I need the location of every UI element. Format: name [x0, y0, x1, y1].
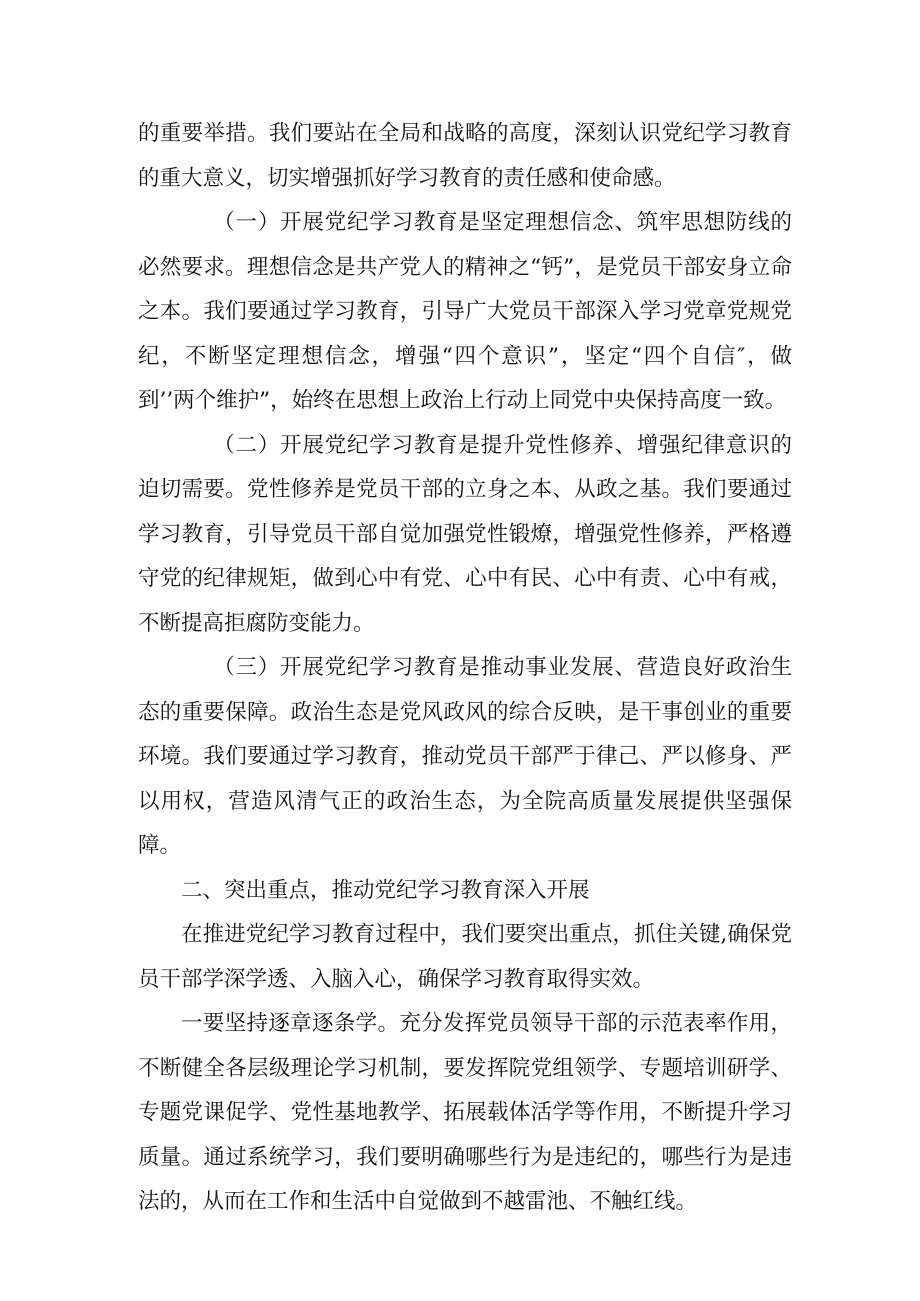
paragraph-point-three: （三）开展党纪学习教育是推动事业发展、营造良好政治生态的重要保障。政治生态是党风政风的综合反映，是干事创业的重要环境。我们要通过学习教育，推动党员干部严于律己、严以修身、严以用权，营造风清气正的政治生态，为全院高质量发展提供坚强保障。	[138, 655, 792, 858]
paragraph-point-two: （二）开展党纪学习教育是提升党性修养、增强纪律意识的迫切需要。党性修养是党员干部的立身之本、从政之基。我们要通过学习教育，引导党员干部自觉加强党性锻燎，增强党性修养，严格遵守党的纪律规矩，做到心中有党、心中有民、心中有责、心中有戒，不断提高拒腐防变能力。	[138, 432, 792, 636]
document-body	[138, 112, 792, 1225]
paragraph-section-intro: 在推进党纪学习教育过程中，我们要突出重点，抓住关键,确保党员干部学深学透、入脑入心，确保学习教育取得实效。	[138, 922, 792, 992]
paragraph-study-item-one: 一要坚持逐章逐条学。充分发挥党员领导干部的示范表率作用，不断健全各层级理论学习机制，要发挥院党组领学、专题培训研学、专题党课促学、党性基地教学、拓展载体活学等作用，不断提升学习质量。通过系统学习，我们要明确哪些行为是违纪的，哪些行为是违法的，从而在工作和生活中自觉做到不越雷池、不触红线。	[138, 1011, 792, 1214]
paragraph-point-one: （一）开展党纪学习教育是坚定理想信念、筑牢思想防线的必然要求。理想信念是共产党人的精神之“钙”，是党员干部安身立命之本。我们要通过学习教育，引导广大党员干部深入学习党章党规党纪，不断坚定理想信念，增强“四个意识”，坚定“四个自信″，做到’’两个维护”，始终在思想上政治上行动上同党中央保持高度一致。	[138, 210, 792, 413]
paragraph-intro-continuation: 的重要举措。我们要站在全局和战略的高度，深刻认识党纪学习教育的重大意义，切实增强抓好学习教育的责任感和使命感。	[138, 121, 792, 191]
section-heading-two: 二、突出重点，推动党纪学习教育深入开展	[181, 877, 590, 903]
